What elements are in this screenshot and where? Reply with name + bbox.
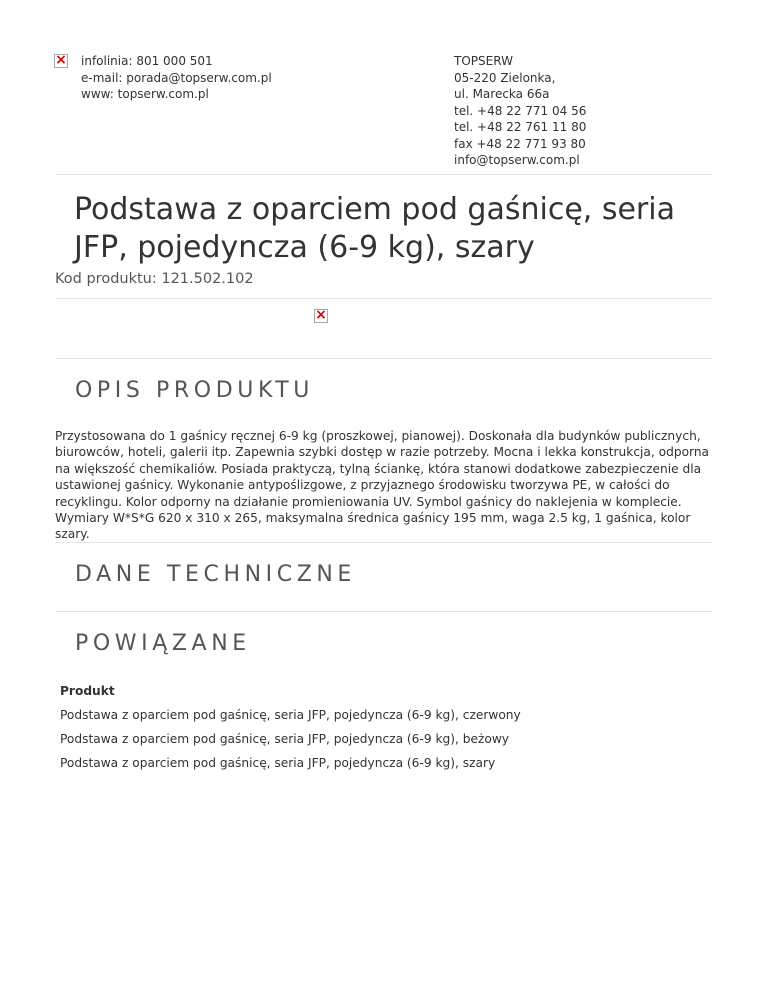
company-tel2: tel. +48 22 761 11 80: [454, 120, 587, 134]
company-email: info@topserw.com.pl: [454, 153, 580, 167]
related-product-link[interactable]: Podstawa z oparciem pod gaśnicę, seria JFP, pojedyncza (6-9 kg), szary: [60, 756, 496, 770]
company-address: [454, 53, 586, 169]
company-postal: 05-220 Zielonka,: [454, 70, 556, 85]
contact-info: [81, 53, 272, 103]
company-name: TOPSERW: [454, 54, 513, 68]
infolinia-text: infolinia: 801 000 501: [81, 54, 213, 68]
related-product-link[interactable]: Podstawa z oparciem pod gaśnicę, seria JFP, pojedyncza (6-9 kg), beżowy: [60, 732, 510, 746]
www-text: www: topserw.com.pl: [81, 87, 209, 101]
product-title: Podstawa z oparciem pod gaśnicę, seria JFP, pojedyncza (6-9 kg), szary: [74, 192, 675, 265]
product-image-broken-icon: [314, 309, 328, 323]
divider: [55, 542, 713, 543]
related-column-header: Produkt: [60, 684, 115, 698]
company-tel1: tel. +48 22 771 04 56: [454, 103, 587, 118]
related-products-list: [60, 683, 521, 771]
email-text: e-mail: porada@topserw.com.pl: [81, 70, 272, 85]
divider: [55, 298, 713, 299]
product-description: Przystosowana do 1 gaśnicy ręcznej 6-9 kg (proszkowej, pianowej). Doskonała dla budynków publicznych, biurowców, hoteli, galerii itp. Zapewnia szybki dostęp w razie potrzeby. Mocna i lekka konstrukcja, odporna na większość chemikaliów. Posiada praktyczą, tylną ściankę, która stanowi dodatkowe zabezpieczenie dla ustawionej gaśnicy. Wykonanie antypoślizgowe, z przyjaznego środowisku tworzywa PE, w całości do recyklingu. Kolor odporny na działanie promieniowania UV. Symbol gaśnicy do naklejenia w komplecie. Wymiary W*S*G 620 x 310 x 265, maksymalna średnica gaśnicy 195 mm, waga 2.5 kg, 1 gaśnica, kolor szary.: [55, 429, 710, 542]
description-heading: OPIS PRODUKTU: [75, 378, 315, 403]
divider: [55, 358, 713, 359]
divider: [55, 611, 713, 612]
company-fax: fax +48 22 771 93 80: [454, 136, 586, 151]
product-code: Kod produktu: 121.502.102: [55, 271, 254, 287]
related-product-link[interactable]: Podstawa z oparciem pod gaśnicę, seria JFP, pojedyncza (6-9 kg), czerwony: [60, 708, 521, 722]
logo-broken-image-icon: [54, 54, 68, 68]
related-heading: POWIĄZANE: [75, 631, 251, 656]
divider: [55, 174, 713, 175]
technical-heading: DANE TECHNICZNE: [75, 562, 356, 587]
company-street: ul. Marecka 66a: [454, 87, 550, 101]
